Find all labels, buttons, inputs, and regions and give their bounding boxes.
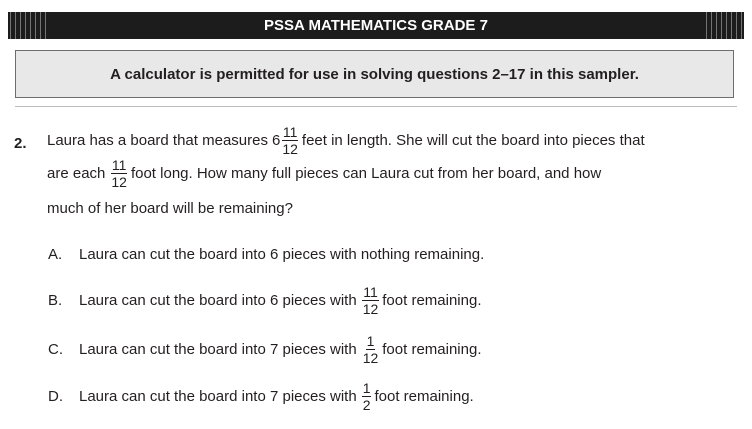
choice-letter: B.: [48, 292, 63, 309]
question-line-2: [47, 158, 601, 189]
choice-text-after: foot remaining.: [382, 341, 482, 358]
calculator-notice-text: A calculator is permitted for use in solving questions 2–17 in this sampler.: [110, 65, 639, 83]
choice-fraction: [362, 285, 380, 316]
mixed-number-whole: 6: [271, 132, 281, 149]
mixed-number-fraction: [281, 125, 299, 156]
question-line-1-text-a: Laura has a board that measures: [47, 132, 268, 149]
question-line-3: [47, 200, 293, 217]
choice-text: Laura can cut the board into 7 pieces with: [79, 341, 357, 358]
answer-choice-b[interactable]: [48, 285, 482, 316]
piece-length-fraction: [110, 158, 128, 189]
choice-fraction: [362, 381, 372, 412]
fraction-numerator: 11: [363, 284, 378, 300]
choice-text-after: foot remaining.: [374, 388, 474, 405]
question-line-2-text-a: are each: [47, 165, 106, 182]
answer-choice-a[interactable]: [48, 246, 484, 263]
fraction-numerator: 11: [111, 157, 127, 173]
choice-letter: C.: [48, 341, 63, 358]
question-line-1: [47, 125, 645, 156]
choice-fraction: [362, 334, 380, 365]
answer-choice-c[interactable]: [48, 334, 482, 365]
fraction-numerator: 11: [282, 124, 298, 140]
divider: [15, 106, 737, 107]
choice-text: Laura can cut the board into 7 pieces with: [79, 388, 357, 405]
fraction-numerator: 1: [366, 333, 375, 349]
choice-letter: A.: [48, 246, 63, 263]
fraction-denominator: 12: [362, 301, 379, 317]
fraction-denominator: 12: [362, 350, 379, 366]
choice-text: Laura can cut the board into 6 pieces with: [79, 292, 357, 309]
question-line-1-text-b: feet in length. She will cut the board into pieces that: [301, 132, 645, 149]
choice-letter: D.: [48, 388, 63, 405]
answer-choice-d[interactable]: [48, 381, 474, 412]
question-line-2-text-b: foot long. How many full pieces can Laura cut from her board, and how: [130, 165, 602, 182]
choice-text: Laura can cut the board into 6 pieces with nothing remaining.: [79, 246, 485, 263]
fraction-denominator: 12: [282, 141, 298, 157]
calculator-notice: [15, 50, 734, 98]
question-number: 2.: [14, 135, 27, 152]
fraction-denominator: 2: [362, 397, 371, 413]
choice-text-after: foot remaining.: [382, 292, 482, 309]
header-bar: [8, 12, 744, 39]
header-title: PSSA MATHEMATICS GRADE 7: [264, 17, 488, 34]
fraction-numerator: 1: [362, 380, 371, 396]
question-line-3-text: much of her board will be remaining?: [47, 200, 293, 217]
fraction-denominator: 12: [111, 174, 127, 190]
